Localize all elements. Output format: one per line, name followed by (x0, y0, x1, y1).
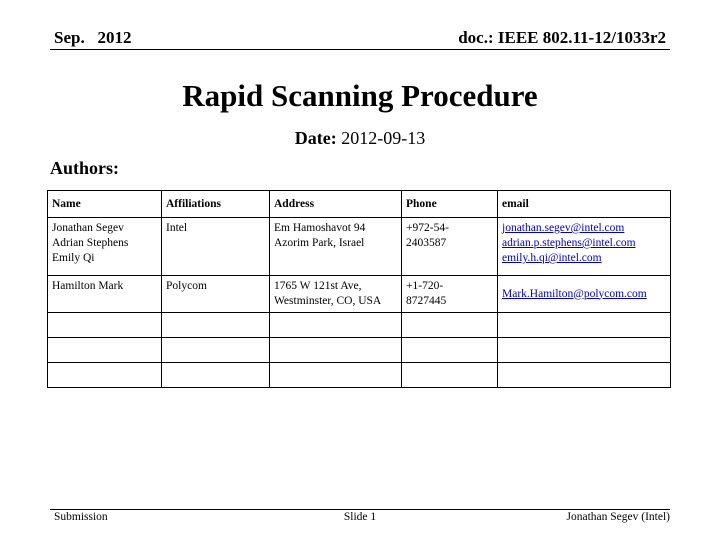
empty-cell (270, 313, 402, 338)
table-row (48, 276, 671, 313)
header-rule (50, 49, 670, 50)
empty-cell (48, 363, 162, 388)
footer-author: Jonathan Segev (Intel) (566, 511, 670, 523)
empty-table-row (48, 363, 671, 388)
author-name: Hamilton Mark (52, 280, 124, 292)
footer-rule (50, 509, 670, 510)
cell-address (270, 218, 402, 276)
author-name: Emily Qi (52, 252, 95, 264)
table-row (48, 218, 671, 276)
empty-cell (270, 338, 402, 363)
cell-email (498, 218, 671, 276)
footer-slide-number: Slide 1 (343, 511, 377, 523)
empty-cell (162, 313, 270, 338)
phone-line: +1-720- (406, 280, 444, 292)
cell-affiliation: Polycom (162, 276, 270, 313)
email-link[interactable]: adrian.p.stephens@intel.com (502, 237, 636, 249)
empty-cell (48, 338, 162, 363)
empty-cell (402, 363, 498, 388)
empty-cell (498, 313, 671, 338)
table-header-row (48, 191, 671, 218)
authors-table (47, 190, 671, 388)
header-date: Sep. 2012 (54, 28, 132, 47)
empty-cell (48, 313, 162, 338)
email-link[interactable]: jonathan.segev@intel.com (502, 222, 625, 234)
col-header-phone: Phone (402, 191, 498, 218)
address-line: Westminster, CO, USA (274, 295, 382, 307)
address-line: Em Hamoshavot 94 (274, 222, 366, 234)
date-value: 2012-09-13 (341, 128, 426, 148)
cell-affiliation: Intel (162, 218, 270, 276)
author-name: Jonathan Segev (52, 222, 124, 234)
author-name: Adrian Stephens (52, 237, 129, 249)
authors-heading: Authors: (50, 158, 120, 178)
header-doc-id: doc.: IEEE 802.11-12/1033r2 (458, 28, 666, 47)
cell-address (270, 276, 402, 313)
email-link[interactable]: Mark.Hamilton@polycom.com (502, 287, 647, 300)
empty-cell (270, 363, 402, 388)
col-header-email: email (498, 191, 671, 218)
cell-phone (402, 276, 498, 313)
slide-title: Rapid Scanning Procedure (182, 78, 538, 113)
col-header-name: Name (48, 191, 162, 218)
footer-submission: Submission (54, 511, 108, 523)
email-link[interactable]: emily.h.qi@intel.com (502, 252, 602, 264)
empty-cell (402, 338, 498, 363)
cell-phone (402, 218, 498, 276)
cell-name (48, 276, 162, 313)
phone-line: 8727445 (406, 295, 447, 307)
address-line: Azorim Park, Israel (274, 237, 365, 249)
date-line (0, 128, 720, 149)
cell-name (48, 218, 162, 276)
address-line: 1765 W 121st Ave, (274, 280, 362, 292)
phone-line: +972-54- (406, 222, 449, 234)
phone-line: 2403587 (406, 237, 447, 249)
col-header-address: Address (270, 191, 402, 218)
empty-table-row (48, 338, 671, 363)
empty-table-row (48, 313, 671, 338)
cell-email (498, 276, 671, 313)
empty-cell (162, 363, 270, 388)
empty-cell (498, 363, 671, 388)
empty-cell (402, 313, 498, 338)
date-label: Date: (294, 128, 337, 148)
empty-cell (498, 338, 671, 363)
empty-cell (162, 338, 270, 363)
col-header-affiliations: Affiliations (162, 191, 270, 218)
